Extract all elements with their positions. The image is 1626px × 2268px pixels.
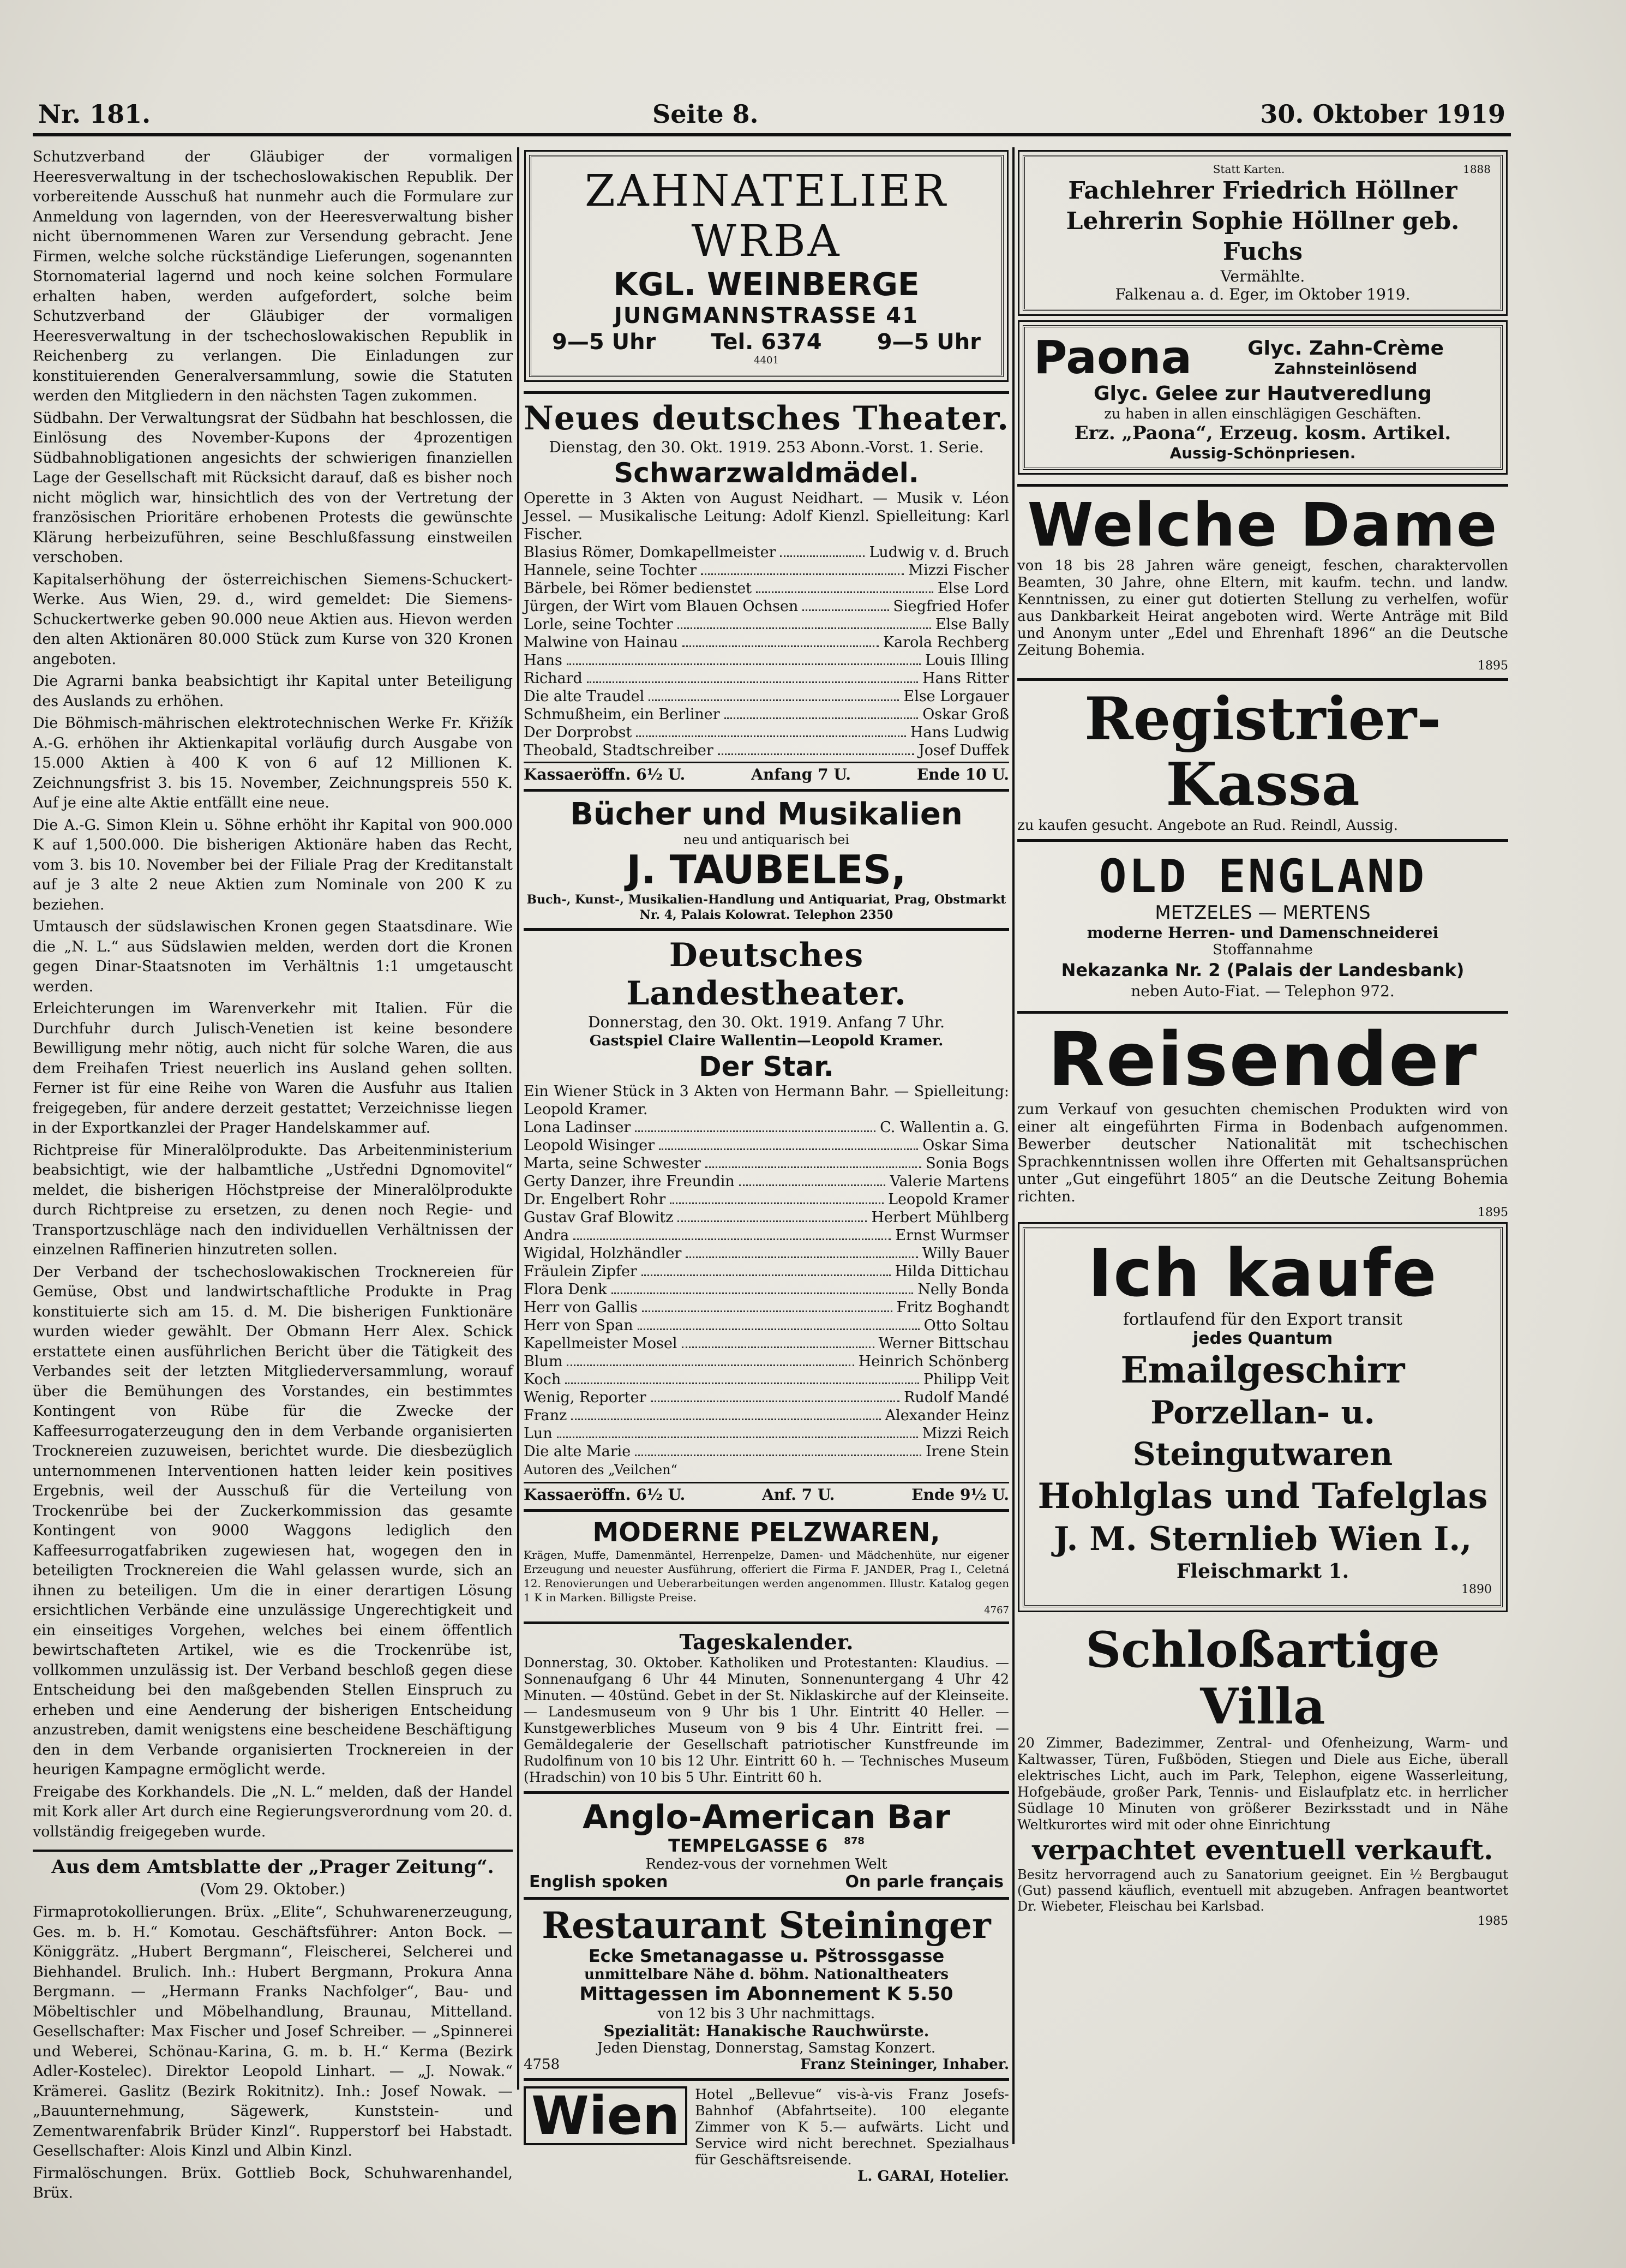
ndt-credits: Operette in 3 Akten von August Neidhart. — Musik v. Léon Jessel. — Musikalische Leitung: Adolf Kienzl. Spielleitung: Karl Fischer. — [524, 490, 1009, 543]
cast-actor: Philipp Veit — [923, 1371, 1009, 1388]
wien-owner: L. GARAI, Hotelier. — [857, 2168, 1009, 2185]
leader-dots — [724, 705, 919, 719]
article-mineraloel: Richtpreise für Mineralölprodukte. Das Arbeitenministerium beabsichtigt, wie der halbamtliche „Ustředni Dgnomovitel“ meldet, die bisherigen Höchstpreise der Mineralölprodukte durch Richtpreise zu ersetzen, zu denen noch Regie- und Transportzuschläge nach den individuellen Verhältnissen der einzelnen Raffinerien hinzutreten sollen. — [33, 1141, 513, 1258]
cast-actor: Nelly Bonda — [917, 1281, 1009, 1298]
ndt-title: Neues deutsches Theater. — [524, 399, 1009, 438]
cast-actor: Werner Bittschau — [878, 1335, 1009, 1352]
anglo-english: English spoken — [529, 1872, 668, 1892]
reisender-number: 1895 — [1478, 1206, 1508, 1219]
villa-text: 20 Zimmer, Badezimmer, Zentral- und Ofenheizung, Warm- und Kaltwasser, Türen, Fußböden, Stiegen und Diele aus Eiche, überall elektrisches Licht, auch im Park, Telephon, eigene Wasserleitung, Hofgebäude, großer Park, Tennis- und Eislaufplatz etc. in herrlicher Südlage 10 Minuten von größerer Bezirksstadt und in Nähe Weltkurortes wird mit oder ohne Einrichtung — [1017, 1735, 1508, 1833]
cast-row — [524, 543, 1009, 561]
cast-actor: Herbert Mühlberg — [871, 1209, 1009, 1226]
oe-address: Nekazanka Nr. 2 (Palais der Landesbank) — [1061, 960, 1465, 980]
dlt-times — [524, 1482, 1009, 1504]
cast-role: Lorle, seine Tochter — [524, 616, 673, 633]
paona-maker: Erz. „Paona“, Erzeug. kosm. Artikel. — [1074, 422, 1451, 444]
cast-actor: Willy Bauer — [922, 1245, 1009, 1262]
leader-dots — [739, 1172, 886, 1186]
cast-row — [524, 1425, 1009, 1443]
article-klein: Die A.-G. Simon Klein u. Söhne erhöht ihr Kapital von 900.000 K auf 1,500.000. Die bisherigen Aktionäre haben das Recht, vom 3. bis 10. November bei der Filiale Prag der Kreditanstalt auf je 3 alte 2 neue Aktien zum Nominale von 200 K zu beziehen. — [33, 816, 513, 913]
cast-role: Die alte Marie — [524, 1443, 631, 1460]
cast-role: Lona Ladinser — [524, 1119, 631, 1136]
oe-fabric: Stoffannahme — [1213, 942, 1313, 958]
ndt-time-start: Anfang 7 U. — [751, 765, 851, 783]
dame-number: 1895 — [1478, 659, 1508, 673]
cast-row — [524, 633, 1009, 651]
ndt-play: Schwarzwaldmädel. — [614, 457, 919, 489]
cast-row — [524, 1280, 1009, 1298]
cast-actor: Oskar Sima — [922, 1137, 1009, 1154]
cast-role: Herr von Gallis — [524, 1299, 638, 1316]
wien-heading: Wien — [524, 2086, 687, 2145]
dlt-title: Deutsches Landestheater. — [626, 936, 907, 1013]
dame-text: von 18 bis 28 Jahren wäre geneigt, feschen, charaktervollen Beamten, 30 Jahre, ohne Eltern, mit kaufm. techn. und landw. Kenntnissen, zu einer gut dotierten Stellung zu verhelfen, wofür aus Dankbarkeit Heirat angeboten wird. Werte Anträge mit Bild und Anonym unter „Edel und Ehrenhaft 1896“ an die Deutsche Zeitung Bohemia. — [1017, 558, 1508, 659]
cast-actor: C. Wallentin a. G. — [880, 1119, 1009, 1136]
cast-actor: Hans Ritter — [922, 670, 1009, 687]
kaufe-item-3: Hohlglas und Tafelglas — [1037, 1476, 1488, 1517]
ad-welche-dame — [1017, 492, 1508, 673]
cast-role: Malwine von Hainau — [524, 634, 678, 651]
ad-vermaehlte — [1023, 155, 1503, 311]
wien-text: Hotel „Bellevue“ vis-à-vis Franz Josefs-Bahnhof (Abfahrtseite). 100 elegante Zimmer von K 5.— aufwärts. Licht und Service wird nicht berechnet. Spezialhaus für Geschäftsreisende. — [695, 2086, 1009, 2168]
ndt-time-open: Kassaeröffn. 6½ U. — [524, 765, 686, 783]
leader-dots — [677, 615, 931, 629]
leader-dots — [659, 1136, 918, 1150]
article-agrarni: Die Agrarni banka beabsichtigt ihr Kapital unter Beteiligung des Auslands zu erhöhen. — [33, 673, 513, 710]
dlt-cast-list — [524, 1118, 1009, 1461]
dlt-date: Donnerstag, den 30. Okt. 1919. Anfang 7 Uhr. — [588, 1013, 945, 1031]
cast-role: Herr von Span — [524, 1317, 633, 1334]
cast-row — [524, 615, 1009, 633]
cast-row — [524, 1136, 1009, 1154]
cast-role: Flora Denk — [524, 1281, 607, 1298]
cast-role: Franz — [524, 1407, 567, 1424]
cast-role: Theobald, Stadtschreiber — [524, 742, 713, 759]
dlt-play: Der Star. — [699, 1051, 834, 1082]
ad-zahnatelier-wrba — [529, 155, 1004, 377]
ndt-times — [524, 762, 1009, 783]
cast-row — [524, 687, 1009, 705]
kaufe-firm: J. M. Sternlieb Wien I., — [1053, 1520, 1472, 1558]
steininger-hours: von 12 bis 3 Uhr nachmittags. — [657, 2006, 875, 2022]
leader-dots — [705, 1154, 921, 1168]
cast-row — [524, 669, 1009, 687]
leader-dots — [682, 633, 879, 647]
article-trocknereien: Der Verband der tschechoslowakischen Trocknereien für Gemüse, Obst und landwirtschaftliche Produkte in Prag konstituierte sich am 15. d. M. Die bisherigen Funktionäre wurden wieder gewählt. Der Obmann Herr Alex. Schick erstattete einen ausführlichen Bericht über die Tätigkeit des Verbandes seit der letzten Mitgliederversammlung, worauf über die Bemühungen des Vorstandes, ein bestimmtes Kontingent von Rübe für die Zwecke der Kaffeesurrogaterzeugung den in dem Verbande organisierten Trocknereien zuzuweisen, berichtet wurde. Die diesbezüglich unternommenen Interventionen hatten leider kein positives Ergebnis, weil der Ausschuß für die Verteilung von Trockenrübe bei der Zuckerkommission das gesamte Kontingent von 9000 Waggons lediglich den Kaffeesurrogatfabriken zugewiesen hat, wogegen den in beteiligten Trocknereien die Wahl gelassen wurde, sich an ihnen zu beteiligen. Um die in einer derartigen Lösung ersichtlichen Verbände eine unzulässige Ungerechtigkeit und ein einseitiges Vorgehen, welches bei einem öffentlich bewirtschafteten Artikel, wie es die Trockenrübe ist, vollkommen unzulässig ist. Der Verband beschloß gegen diese Entscheidung bei den maßgebenden Stellen Einspruch zu erheben und eine Aenderung der bisherigen Entscheidung anzustreben, damit wenigstens eine bescheidene Beschäftigung den in dem Verbande organisierten Trocknereien in der heurigen Kampagne ermöglicht werde. — [33, 1263, 513, 1778]
cast-row — [524, 1190, 1009, 1208]
news-column — [33, 147, 513, 2201]
ad-hotel-bellevue — [524, 2086, 1009, 2185]
leader-dots — [670, 1190, 884, 1204]
leader-dots — [677, 1208, 867, 1222]
paona-tagline: Zahnsteinlösend — [1274, 360, 1418, 378]
cast-actor: Fritz Boghandt — [896, 1299, 1009, 1316]
cast-actor: Else Lord — [937, 580, 1009, 597]
pelz-text: Krägen, Muffe, Damenmäntel, Herrenpelze, Damen- und Mädchenhüte, nur eigener Erzeugung und neuester Ausführung, offeriert die Firma F. JANDER, Prag I., Celetná 12. Renovierungen und Ueberarbeitungen werden angenommen. Illustr. Katalog gegen 1 K in Marken. Billigste Preise. — [524, 1548, 1009, 1604]
cast-role: Hans — [524, 652, 562, 669]
cast-actor: Oskar Groß — [922, 706, 1009, 723]
leader-dots — [756, 579, 933, 593]
note-bride: Lehrerin Sophie Höllner geb. Fuchs — [1066, 207, 1460, 266]
leader-dots — [567, 651, 921, 665]
kaufe-quantum: jedes Quantum — [1192, 1329, 1333, 1348]
wrba-hours-row — [541, 330, 992, 355]
wrba-district: KGL. WEINBERGE — [613, 266, 920, 303]
dlt-guest: Gastspiel Claire Wallentin—Leopold Kramer. — [589, 1033, 944, 1049]
divider — [524, 1509, 1009, 1512]
anglo-rendezvous: Rendez-vous der vornehmen Welt — [645, 1856, 887, 1872]
taubeles-name: J. TAUBELES, — [626, 847, 907, 893]
steininger-lunch: Mittagessen im Abonnement K 5.50 — [579, 1983, 953, 2005]
kassa-text: zu kaufen gesucht. Angebote an Rud. Reindl, Aussig. — [1017, 817, 1399, 834]
cast-role: Hannele, seine Tochter — [524, 562, 697, 579]
ad-column-right — [1017, 147, 1508, 2144]
steininger-owner: Franz Steininger, Inhaber. — [800, 2056, 1009, 2073]
ad-ich-kaufe — [1023, 1227, 1503, 1607]
cast-role: Blum — [524, 1353, 563, 1370]
wrba-hours-1: 9—5 Uhr — [552, 330, 656, 355]
leader-dots — [780, 543, 865, 557]
cast-actor: Mizzi Fischer — [908, 562, 1009, 579]
ad-taubeles — [524, 797, 1009, 923]
cast-row — [524, 561, 1009, 579]
dlt-time-end: Ende 9½ U. — [911, 1486, 1009, 1504]
reisender-heading: Reisender — [1047, 1017, 1478, 1103]
masthead — [33, 98, 1511, 136]
divider — [524, 1897, 1009, 1900]
ndt-cast-list — [524, 543, 1009, 759]
article-kork: Freigabe des Korkhandels. Die „N. L.“ melden, daß der Handel mit Kork aller Art durch eine Regierungsverordnung vom 20. d. vollständig freigegeben wurde. — [33, 1783, 513, 1840]
cast-actor: Karola Rechberg — [883, 634, 1009, 651]
column-rule-2 — [1012, 147, 1015, 2144]
oe-tailor: moderne Herren- und Damenschneiderei — [1087, 924, 1439, 942]
cast-actor: Louis Illing — [925, 652, 1009, 669]
note-top: Statt Karten. — [1213, 163, 1285, 176]
column-rule-1 — [517, 147, 519, 2090]
ndt-time-end: Ende 10 U. — [916, 765, 1009, 783]
steininger-nearby: unmittelbare Nähe d. böhm. Nationaltheaters — [584, 1966, 949, 1983]
ndt-date: Dienstag, den 30. Okt. 1919. 253 Abonn.-Vorst. 1. Serie. — [549, 438, 984, 456]
dlt-authors-note: Autoren des „Veilchen“ — [524, 1462, 677, 1477]
cast-actor: Heinrich Schönberg — [858, 1353, 1009, 1370]
cast-row — [524, 1298, 1009, 1316]
anglo-number: 878 — [844, 1835, 865, 1847]
note-number: 1888 — [1463, 163, 1491, 176]
kaufe-heading: Ich kaufe — [1088, 1236, 1438, 1312]
leader-dots — [641, 1262, 891, 1276]
dlt-time-open: Kassaeröffn. 6½ U. — [524, 1486, 686, 1504]
leader-dots — [611, 1280, 914, 1294]
divider — [1017, 1011, 1508, 1014]
cast-actor: Ernst Wurmser — [895, 1227, 1009, 1244]
cast-role: Gustav Graf Blowitz — [524, 1209, 674, 1226]
issue-date: 30. Oktober 1919 — [1260, 99, 1505, 129]
amtsblatt-heading: Aus dem Amtsblatte der „Prager Zeitung“. — [33, 1850, 513, 1878]
divider — [524, 2078, 1009, 2081]
leader-dots — [635, 1118, 875, 1132]
villa-heading: Schloßartige Villa — [1085, 1621, 1440, 1736]
pelz-heading: MODERNE PELZWAREN, — [592, 1517, 940, 1548]
cast-actor: Leopold Kramer — [888, 1191, 1009, 1208]
note-place: Falkenau a. d. Eger, im Oktober 1919. — [1115, 285, 1411, 303]
article-schutzverband: Schutzverband der Gläubiger der vormaligen Heeresverwaltung in der tschechoslowakischen Republik. Der vorbereitende Ausschuß hat nunmehr auch die Formulare zur Anmeldung von lagernden, von der Heeresverwaltung bisher nicht übernommenen Waren zur Versendung gebracht. Jene Firmen, welche solche rückständige Lieferungen, sogenannten Stornomaterial lagernd und noch keine solchen Formulare erhalten haben, werden aufgefordert, solche beim Schutzverband der Gläubiger der vormaligen Heeresverwaltung in der tschechoslowakischen Republik in Reichenberg zu verlangen. Die Einladungen zur konstituierenden Generalversammlung, sowie die Statuten werden den Mitgliedern in den nächsten Tagen zukommen. — [33, 148, 513, 404]
ad-column-middle — [524, 147, 1009, 2185]
ad-villa — [1017, 1621, 1508, 1928]
divider — [524, 391, 1009, 394]
kassa-heading: Registrier-Kassa — [1084, 685, 1442, 819]
cast-actor: Else Bally — [935, 616, 1009, 633]
divider — [524, 1791, 1009, 1794]
ad-reisender — [1017, 1019, 1508, 1219]
taubeles-address: Buch-, Kunst-, Musikalien-Handlung und Antiquariat, Prag, Obstmarkt Nr. 4, Palais Kolowrat. Telephon 2350 — [526, 893, 1006, 922]
cast-role: Der Dorprobst — [524, 724, 632, 741]
amtsblatt-loeschungen: Firmalöschungen. Brüx. Gottlieb Bock, Schuhwarenhandel, Brüx. — [33, 2164, 513, 2201]
cast-role: Gerty Danzer, ihre Freundin — [524, 1173, 735, 1190]
cast-role: Bärbele, bei Römer bedienstet — [524, 580, 752, 597]
cast-row — [524, 579, 1009, 597]
paona-name: Paona — [1034, 331, 1192, 384]
note-married: Vermählte. — [1220, 267, 1305, 285]
leader-dots — [638, 1316, 920, 1330]
wrba-tag: 4401 — [754, 355, 779, 366]
cast-row — [524, 1226, 1009, 1244]
cast-row — [524, 1353, 1009, 1371]
cast-row — [524, 1316, 1009, 1335]
cast-row — [524, 651, 1009, 669]
paona-city: Aussig-Schönpriesen. — [1169, 444, 1356, 462]
divider — [1017, 678, 1508, 681]
kaufe-export: fortlaufend für den Export transit — [1123, 1310, 1403, 1329]
amtsblatt-date: (Vom 29. Oktober.) — [200, 1880, 346, 1898]
anglo-address: TEMPELGASSE 6 — [668, 1835, 828, 1856]
cast-row — [524, 1244, 1009, 1262]
article-kronen: Umtausch der südslawischen Kronen gegen Staatsdinare. Wie die „N. L.“ aus Südslawien melden, werden dort die Kronen gegen Dinar-Staatsnoten im Verhältnis 1:1 umgetauscht werden. — [33, 918, 513, 995]
cast-role: Schmußheim, ein Berliner — [524, 706, 720, 723]
paona-gelee: Glyc. Gelee zur Hautveredlung — [1094, 382, 1432, 405]
cast-role: Die alte Traudel — [524, 688, 645, 705]
ad-paona — [1023, 325, 1503, 470]
cast-actor: Rudolf Mandé — [904, 1389, 1009, 1406]
ad-registrier-kassa — [1017, 686, 1508, 834]
cast-role: Blasius Römer, Domkapellmeister — [524, 544, 776, 561]
leader-dots — [718, 741, 914, 755]
article-italien: Erleichterungen im Warenverkehr mit Italien. Für die Durchfuhr durch Julisch-Venetien ist keine besondere Bewilligung mehr nötig, auch nicht für solche Waren, die aus dem Freihafen Triest neuerlich ins Ausland gehen sollten. Ferner ist für eine Reihe von Waren die Ausfuhr aus Italien freigegeben, für andere derzeit gestattet; Verzeichnisse liegen in der Exportkanzlei der Prager Handelskammer auf. — [33, 1000, 513, 1136]
cast-row — [524, 741, 1009, 759]
cast-actor: Valerie Martens — [890, 1173, 1009, 1190]
leader-dots — [636, 723, 906, 737]
kaufe-item-2: Porzellan- u. Steingutwaren — [1132, 1394, 1393, 1473]
note-groom: Fachlehrer Friedrich Höllner — [1068, 177, 1457, 205]
wrba-street: JUNGMANNSTRASSE 41 — [614, 303, 919, 328]
cast-role: Marta, seine Schwester — [524, 1155, 701, 1172]
leader-dots — [651, 1389, 900, 1402]
cast-actor: Hilda Dittichau — [895, 1263, 1009, 1280]
anglo-heading: Anglo-American Bar — [582, 1798, 951, 1836]
leader-dots — [573, 1226, 891, 1240]
cast-role: Lun — [524, 1425, 553, 1442]
tageskalender-text: Donnerstag, 30. Oktober. Katholiken und Protestanten: Klaudius. — Sonnenaufgang 6 Uhr 44 Minuten, Sonnenuntergang 4 Uhr 42 Minuten. — 40stünd. Gebet in der St. Niklaskirche auf der Kleinseite. — Landesmuseum von 9 Uhr bis 1 Uhr. Eintritt 40 Heller. — Kunstgewerbliches Museum von 9 bis 4 Uhr. Eintritt frei. — Gemäldegalerie der Gesellschaft patriotischer Kunstfreunde im Rudolfinum von 10 bis 12 Uhr. Eintritt 60 h. — Technisches Museum (Hradschin) von 10 bis 5 Uhr. Eintritt 60 h. — [524, 1655, 1009, 1785]
cast-role: Andra — [524, 1227, 569, 1244]
cast-role: Wigidal, Holzhändler — [524, 1245, 682, 1262]
cast-role: Jürgen, der Wirt vom Blauen Ochsen — [524, 598, 799, 615]
steininger-number: 4758 — [524, 2056, 560, 2073]
villa-number: 1985 — [1478, 1914, 1508, 1928]
villa-subheading: verpachtet eventuell verkauft. — [1032, 1834, 1493, 1866]
cast-row — [524, 1389, 1009, 1407]
taubeles-heading: Bücher und Musikalien — [570, 797, 963, 832]
cast-actor: Hans Ludwig — [910, 724, 1009, 741]
paona-product: Glyc. Zahn-Crème — [1247, 337, 1444, 360]
ad-pelzwaren — [524, 1517, 1009, 1616]
divider — [524, 1621, 1009, 1624]
tageskalender-heading: Tageskalender. — [679, 1630, 854, 1654]
leader-dots — [682, 1335, 874, 1348]
article-siemens: Kapitalserhöhung der österreichischen Siemens-Schuckert-Werke. Aus Wien, 29. d., wird gemeldet: Die Siemens-Schuckertwerke geben 90.000 neue Aktien aus. Hievon werden den alten Aktionären 80.000 Stück zum Kurse von 320 Kronen angeboten. — [33, 571, 513, 668]
cast-actor: Irene Stein — [926, 1443, 1009, 1460]
cast-row — [524, 723, 1009, 741]
cast-row — [524, 1407, 1009, 1425]
steininger-heading: Restaurant Steininger — [542, 1904, 991, 1947]
ad-old-england — [1017, 847, 1508, 1003]
cast-row — [524, 1172, 1009, 1190]
leader-dots — [802, 597, 889, 611]
cast-actor: Josef Duffek — [918, 742, 1009, 759]
steininger-corner: Ecke Smetanagasse u. Pštrossgasse — [588, 1946, 945, 1966]
wrba-telephone: Tel. 6374 — [711, 330, 822, 355]
paona-available: zu haben in allen einschlägigen Geschäften. — [1104, 406, 1421, 422]
cast-row — [524, 1443, 1009, 1461]
leader-dots — [686, 1244, 917, 1258]
cast-row — [524, 1371, 1009, 1389]
leader-dots — [701, 561, 904, 575]
divider — [524, 928, 1009, 931]
wrba-hours-2: 9—5 Uhr — [877, 330, 981, 355]
article-krizik: Die Böhmisch-mährischen elektrotechnischen Werke Fr. Křižík A.-G. erhöhen ihr Aktienkapital vorläufig durch Ausgabe von 15.000 Aktien à 400 K von 6 auf 12 Millionen K. Zeichnungsfrist 3. bis 15. November, Zeichnungspreis 550 K. Auf je eine alte Aktie entfällt eine neue. — [33, 715, 513, 811]
divider — [1017, 839, 1508, 842]
wrba-title: ZAHNATELIER WRBA — [585, 165, 948, 266]
villa-text-2: Besitz hervorragend auch zu Sanatorium geeignet. Ein ½ Bergbaugut (Gut) passend käuflich, eventuell mit abzugeben. Anfragen beantwortet Dr. Wiebeter, Fleischau bei Karlsbad. — [1017, 1867, 1508, 1914]
anglo-french: On parle français — [845, 1872, 1004, 1892]
dame-heading: Welche Dame — [1027, 490, 1498, 560]
cast-row — [524, 705, 1009, 723]
cast-actor: Alexander Heinz — [885, 1407, 1009, 1424]
article-suedbahn: Südbahn. Der Verwaltungsrat der Südbahn hat beschlossen, die Einlösung des November-Kupons der 4prozentigen Südbahnobligationen angesichts der schwierigen finanziellen Lage der Gesellschaft mit Rücksicht darauf, daß es bisher noch nicht möglich war, hinsichtlich des von der Vertretung der französischen Prioritäre erhobenen Protests die gewünschte Klärung herbeizuführen, seine Beschlußfassung einstweilen verschoben. — [33, 409, 513, 566]
amtsblatt-text: Firmaprotokollierungen. Brüx. „Elite“, Schuhwarenerzeugung, Ges. m. b. H.“ Komotau. Geschäftsführer: Anton Bock. — Königgrätz. „Hubert Bergmann“, Fleischerei, Selcherei und Biehhandel. Brulich. Inh.: Hubert Bergmann, Prokura Anna Bergmann. — „Hermann Franks Nachfolger“, Bau- und Möbeltischler und Möbelhandlung, Braunau, Mittelland. Gesellschafter: Max Fischer und Josef Schreiber. — „Spinnerei und Weberei, Schönau-Karina, G. m. b. H.“ Kerma (Bezirk Adler-Kostelec). Direktor Leopold Linhart. — „J. Nowak.“ Krämerei. Gaslitz (Bezirk Rokitnitz). Inh.: Josef Nowak. — „Bauunternehmung, Sägewerk, Kunststein- und Zementwarenfabrik Brüder Kinzl“. Rupperstorf bei Habstadt. Gesellschafter: Alois Kinzl und Albin Kinzl. — [33, 1904, 513, 2159]
leader-dots — [642, 1298, 892, 1312]
page-number: Seite 8. — [652, 99, 759, 129]
cast-actor: Sonia Bogs — [926, 1155, 1009, 1172]
cast-role: Kapellmeister Mosel — [524, 1335, 677, 1352]
oe-names: METZELES — MERTENS — [1155, 902, 1371, 924]
cast-row — [524, 1262, 1009, 1280]
steininger-concert: Jeden Dienstag, Donnerstag, Samstag Konzert. — [597, 2040, 936, 2056]
cast-role: Dr. Engelbert Rohr — [524, 1191, 666, 1208]
kaufe-item-1: Emailgeschirr — [1120, 1349, 1405, 1391]
cast-actor: Mizzi Reich — [922, 1425, 1009, 1442]
cast-row — [524, 597, 1009, 615]
ad-restaurant-steininger — [524, 1905, 1009, 2073]
taubeles-sub: neu und antiquarisch bei — [683, 832, 850, 847]
divider — [1017, 484, 1508, 487]
reisender-text: zum Verkauf von gesuchten chemischen Produkten wird von einer alt eingeführten Firma in Bodenbach aufgenommen. Bewerber deutscher Nationalität mit tschechischen Sprachkenntnissen wollen ihre Offerten mit Gehaltsansprüchen unter „Gut eingeführt 1805“ an die Deutsche Zeitung Bohemia richten. — [1017, 1101, 1508, 1205]
cast-row — [524, 1335, 1009, 1353]
leader-dots — [567, 1353, 854, 1366]
cast-role: Wenig, Reporter — [524, 1389, 646, 1406]
ad-anglo-american-bar — [524, 1799, 1009, 1892]
leader-dots — [571, 1407, 880, 1420]
cast-row — [524, 1118, 1009, 1136]
dlt-time-start: Anf. 7 U. — [761, 1486, 835, 1504]
cast-role: Koch — [524, 1371, 561, 1388]
leader-dots — [635, 1443, 921, 1456]
kaufe-address: Fleischmarkt 1. — [1176, 1560, 1349, 1583]
cast-row — [524, 1154, 1009, 1172]
cast-row — [524, 1208, 1009, 1226]
divider — [524, 789, 1009, 792]
issue-number: Nr. 181. — [38, 99, 151, 129]
cast-role: Richard — [524, 670, 583, 687]
kaufe-number: 1890 — [1461, 1583, 1492, 1596]
pelz-number: 4767 — [984, 1605, 1009, 1616]
cast-actor: Else Lorgauer — [903, 688, 1009, 705]
cast-role: Leopold Wisinger — [524, 1137, 655, 1154]
cast-actor: Siegfried Hofer — [893, 598, 1009, 615]
oe-heading: OLD ENGLAND — [1099, 849, 1427, 903]
oe-phone: neben Auto-Fiat. — Telephon 972. — [1131, 982, 1395, 1000]
cast-actor: Ludwig v. d. Bruch — [869, 544, 1009, 561]
leader-dots — [587, 669, 918, 683]
dlt-credits: Ein Wiener Stück in 3 Akten von Hermann Bahr. — Spielleitung: Leopold Kramer. — [524, 1083, 1009, 1118]
leader-dots — [565, 1371, 919, 1384]
steininger-specialty: Spezialität: Hanakische Rauchwürste. — [603, 2022, 929, 2040]
leader-dots — [649, 687, 899, 701]
cast-actor: Otto Soltau — [923, 1317, 1009, 1334]
cast-role: Fräulein Zipfer — [524, 1263, 637, 1280]
leader-dots — [557, 1425, 918, 1438]
